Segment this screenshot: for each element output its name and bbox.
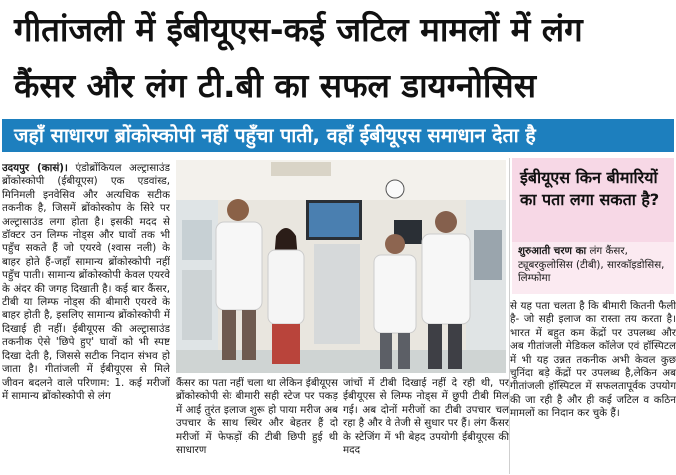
sidebar-heading: ईबीयूएस किन बीमारियों का पता लगा सकता है? [520, 168, 660, 209]
column-1-text: एंडोब्रोंकियल अल्ट्रासाउंड ब्रोंकोस्कोपी (ईबीयूएस) एक एडवांस्ड, मिनिमली इनवेसिव और अत्यधिक सटीक तकनीक है, जिसमें ब्रोंकोस्कोप के सिरे पर अल्ट्रासाउंड लगा होता है। इसकी मदद से डॉक्टर उन लिम्फ नोड्स और घावों तक भी पहुँच सकते हैं जो एयरवे (श्वास नली) के बाहर होते हैं-जहाँ सामान्य ब्रोंकोस्कोपी नहीं पहुँच पाती। सामान्य ब्रोंकोस्कोपी केवल एयरवे के अंदर की जगह दिखाती है। कई बार कैंसर, टीबी या लिम्फ नोड्स की बीमारी एयरवे के बाहर होती है, इसलिए सामान्य ब्रोंकोस्कोपी में दिखाई ही नहीं। ईबीयूएस की अल्ट्रासाउंड तकनीक ऐसे 'छिपे हुए' घावों को भी स्पष्ट दिखा देती है, जिससे सटीक निदान संभव हो जाता है। गीतांजली में ईबीयूएस से मिले जीवन बदलने वाले परिणाम: 1. कई मरीजों में सामान्य ब्रोंकोस्कोपी से लंग [2, 162, 170, 402]
column-3-text: जांचों में टीबी दिखाई नहीं दे रही थी, पर ईबीयूएस से लिम्फ नोड्स में छुपी टीबी मिल गई। अब दोनों मरीजों का टीबी उपचार चल रहा है और वे तेजी से सुधार पर हैं। लंग कैंसर के स्टेजिंग में भी बेहद उपयोगी ईबीयूएस की मदद [343, 377, 509, 457]
sidebar-items: लंग कैंसर, ट्यूबरकुलोसिस (टीबी), सारकॉइडोसिस, लिम्फोमा [518, 245, 665, 284]
headline [0, 0, 676, 118]
article-photo [176, 160, 506, 373]
column-2-text: कैंसर का पता नहीं चला था लेकिन ईबीयूएस ब्रोंकोस्कोपी सेः बीमारी सही स्टेज पर पकड़ में आई तुरंत इलाज शुरू हो पाया मरीज अब उपचार के साथ स्थिर और बेहतर हैं दो मरीजों में फेफड़ों की टीबी छिपी हुई थी साधारण [176, 377, 338, 457]
headline-line-1: गीतांजली में ईबीयूएस-कई जटिल मामलों में लंग [14, 10, 583, 49]
sidebar-heading-box [512, 158, 674, 242]
doctors-photo-illustration [176, 160, 506, 373]
article-column-1 [2, 162, 170, 474]
sidebar-label: शुरुआती चरण का [518, 245, 587, 257]
sidebar-body [512, 242, 674, 294]
dateline: उदयपुर (कासं)। [2, 162, 68, 174]
column-4-text: से यह पता चलता है कि बीमारी कितनी फैली है- जो सही इलाज का रास्ता तय करता है। भारत में बहुत कम केंद्रों पर उपलब्ध और अब गीतांजली मेडिकल कॉलेज एवं हॉस्पिटल में भी यह उन्नत तकनीक अभी केवल कुछ चुनिंदा बड़े केंद्रों पर उपलब्ध है,लेकिन अब गीतांजली हॉस्पिटल में सफलतापूर्वक उपयोग की जा रही है और ही कई जटिल व कठिन मामलों का निदान कर चुके हैं। [510, 300, 676, 420]
subheading-banner: जहाँ साधारण ब्रोंकोस्कोपी नहीं पहुँचा पाती, वहाँ ईबीयूएस समाधान देता है [2, 119, 674, 152]
headline-line-2: कैंसर और लंग टी.बी का सफल डायग्नोसिस [14, 66, 537, 105]
article-column-4 [510, 300, 676, 474]
article-column-2 [176, 377, 338, 473]
article-column-3 [343, 377, 509, 473]
